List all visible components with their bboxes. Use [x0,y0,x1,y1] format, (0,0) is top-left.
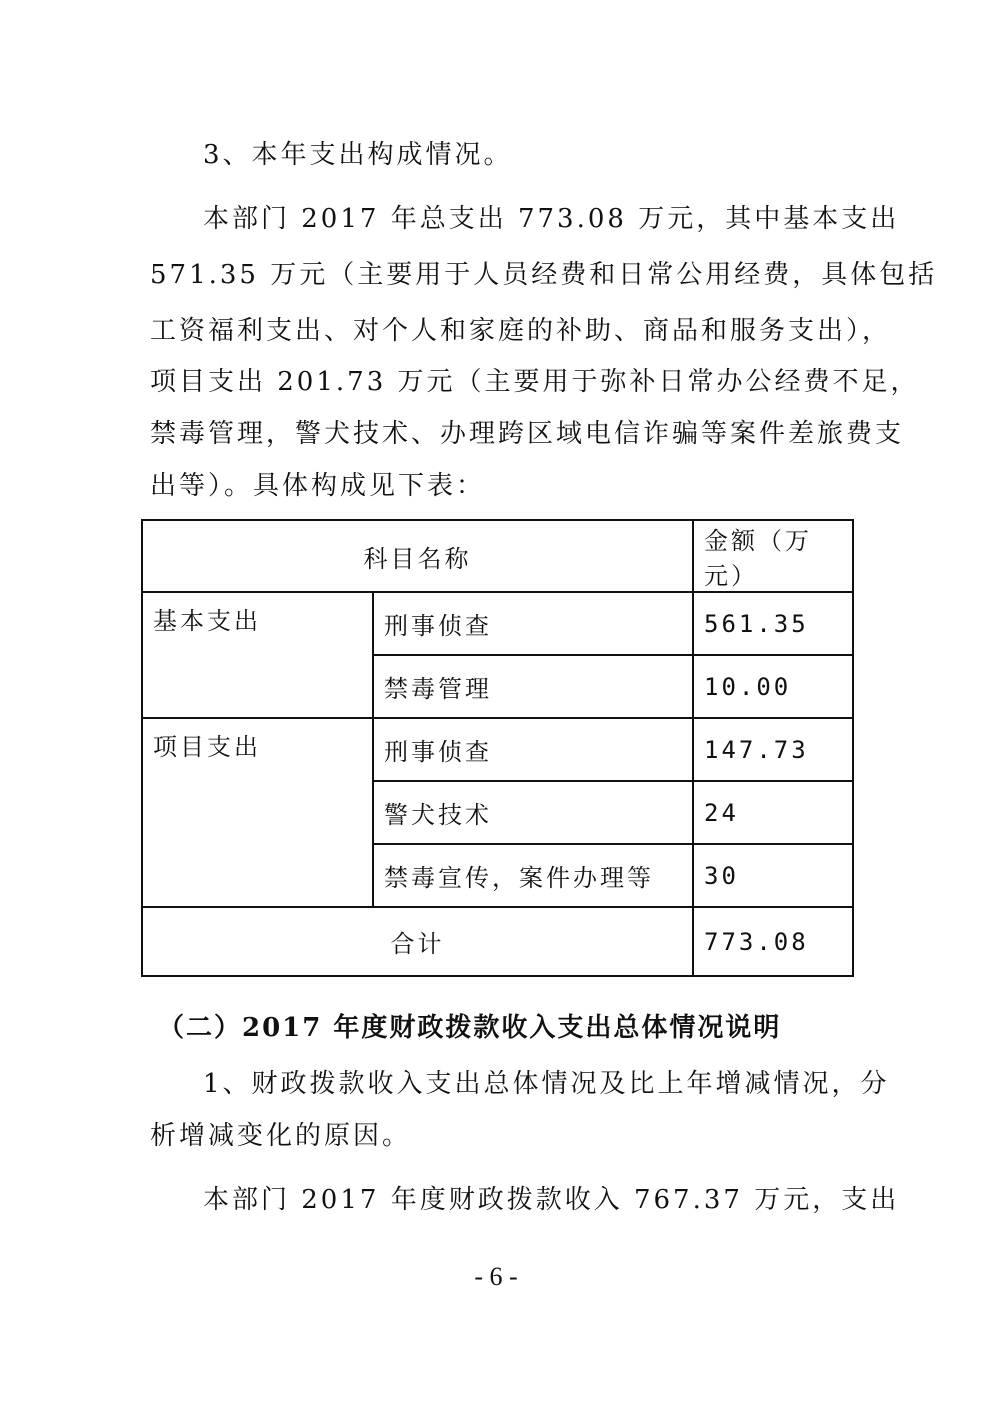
item-name: 警犬技术 [373,781,693,844]
header-subject-name: 科目名称 [142,520,693,592]
paragraph-line: 出等）。具体构成见下表： [150,471,486,501]
paragraph-line: 571.35 万元（主要用于人员经费和日常公用经费，具体包括 [150,260,938,290]
item-name: 禁毒管理 [373,655,693,718]
item-amount: 24 [693,781,853,844]
item-name: 禁毒宣传，案件办理等 [373,844,693,907]
table-row [142,592,853,655]
item-amount: 561.35 [693,592,853,655]
total-label: 合计 [142,907,693,976]
paragraph-line: 析增减变化的原因。 [150,1121,412,1151]
table-header-row [142,520,853,592]
header-amount: 金额（万元） [693,520,853,592]
paragraph-line: 1、财政拨款收入支出总体情况及比上年增减情况，分 [203,1069,890,1099]
item-name: 刑事侦查 [373,592,693,655]
total-amount: 773.08 [693,907,853,976]
paragraph-line: 工资福利支出、对个人和家庭的补助、商品和服务支出）， [150,316,892,346]
section-heading: （二）2017 年度财政拨款收入支出总体情况说明 [158,1013,782,1043]
paragraph-line: 禁毒管理，警犬技术、办理跨区域电信诈骗等案件差旅费支 [150,419,905,449]
item-amount: 147.73 [693,718,853,781]
item-name: 刑事侦查 [373,718,693,781]
paragraph-section-title: 3、本年支出构成情况。 [203,140,513,170]
table-total-row [142,907,853,976]
item-amount: 30 [693,844,853,907]
group-name-basic: 基本支出 [142,592,373,718]
paragraph-line: 本部门 2017 年总支出 773.08 万元，其中基本支出 [203,204,900,234]
paragraph-line: 本部门 2017 年度财政拨款收入 767.37 万元，支出 [203,1185,900,1215]
paragraph-line: 项目支出 201.73 万元（主要用于弥补日常办公经费不足， [150,367,920,397]
expenditure-table [141,519,854,977]
item-amount: 10.00 [693,655,853,718]
group-name-project: 项目支出 [142,718,373,907]
table-row [142,718,853,781]
page-number: - 6 - [474,1262,518,1291]
